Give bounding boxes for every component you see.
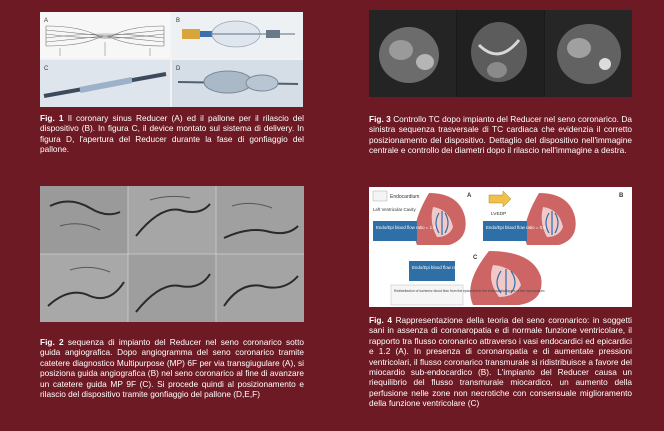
fig4-box-a-text: Endo/Epi blood flow ratio = 1.2 [376, 225, 436, 230]
fig4-note: Redistribution of ischemic blood flow from the epicardial to the endocardial layers of the myocardium [394, 289, 545, 293]
figure-4-caption [369, 315, 632, 409]
fig1-letter-a: A [44, 18, 49, 24]
figure-1-text: Il coronary sinus Reducer (A) ed il pallone per il rilascio del dispositivo (B). In figura C, il device montato sul sistema di delivery. In figura D, l'apertura del Reducer durante la fase di gonfiaggio del pallone. [40, 113, 304, 155]
figure-2-image [40, 186, 304, 322]
figure-3-image [369, 10, 632, 97]
fig4-letter-b: B [619, 193, 624, 199]
fig4-box-c-text: Endo/Epi blood flow ratio = 1.2 [412, 265, 472, 270]
figure-2-caption [40, 337, 304, 399]
figure-3-label: Fig. 3 [369, 114, 391, 124]
figure-4-text: Rappresentazione della teoria del seno coronarico: in soggetti sani in assenza di coronaropatia e di normale funzione ventricolare, il rapporto tra flusso coronarico attraverso i vasi endocardici ed epicardici e 1.2 (A). In presenza di coronaropatia e di aumentate pressioni ventricolari, il flusso coronarico transmurale si ridistribuisce a favore del miocardio sub-endocardico (B). L'impianto del Reducer causa un riequilibrio del flusso transmurale miocardico, un aumento della perfusione nelle zone non necrotiche con consensuale miglioramento della funzione ventricolare (C) [369, 315, 632, 409]
fig4-letter-c: C [473, 255, 478, 261]
fig4-endocardium-label: Endocardium [390, 194, 420, 200]
fig1-letter-c: C [44, 66, 49, 72]
figure-2-text: sequenza di impianto del Reducer nel seno coronarico sotto guida angiografica. Dopo angiogramma del seno coronarico tramite catetere diagnostico Multipurpose (MP) 6F per via transgiugulare (A), si posiziona guida angiografica (B) nel seno coronarico al fine di avanzare un catetere guida MP 9F (C). Si procede quindi al posizionamento e rilascio del dispositivo tramite gonfiaggio del pallone (D,E,F) [40, 337, 304, 400]
figure-4-label: Fig. 4 [369, 315, 392, 325]
figure-1-caption [40, 113, 304, 155]
fig1-letter-d: D [176, 66, 181, 72]
figure-1-image [40, 12, 303, 107]
fig4-letter-a: A [467, 193, 472, 199]
figure-3-caption [369, 114, 632, 156]
fig4-lv-cavity-label: Left Ventricular Cavity [373, 207, 416, 212]
fig1-letter-b: B [176, 18, 181, 24]
figure-3-text: Controllo TC dopo impianto del Reducer nel seno coronarico. Da sinistra sequenza trasversale di TC cardiaca che evidenzia il corretto posizionamento del dispositivo. Dettaglio del dispositivo nell'immagine centrale e controllo dei diametri dopo il rilascio nell'immagine a destra. [369, 114, 632, 156]
fig4-box-b-text: Endo/Epi blood flow ratio = 0.8 [486, 225, 546, 230]
figure-1-label: Fig. 1 [40, 113, 64, 123]
figure-2-label: Fig. 2 [40, 337, 64, 347]
figure-4-diagram [369, 187, 632, 307]
fig4-lvedp-label: LVEDP [491, 212, 507, 217]
